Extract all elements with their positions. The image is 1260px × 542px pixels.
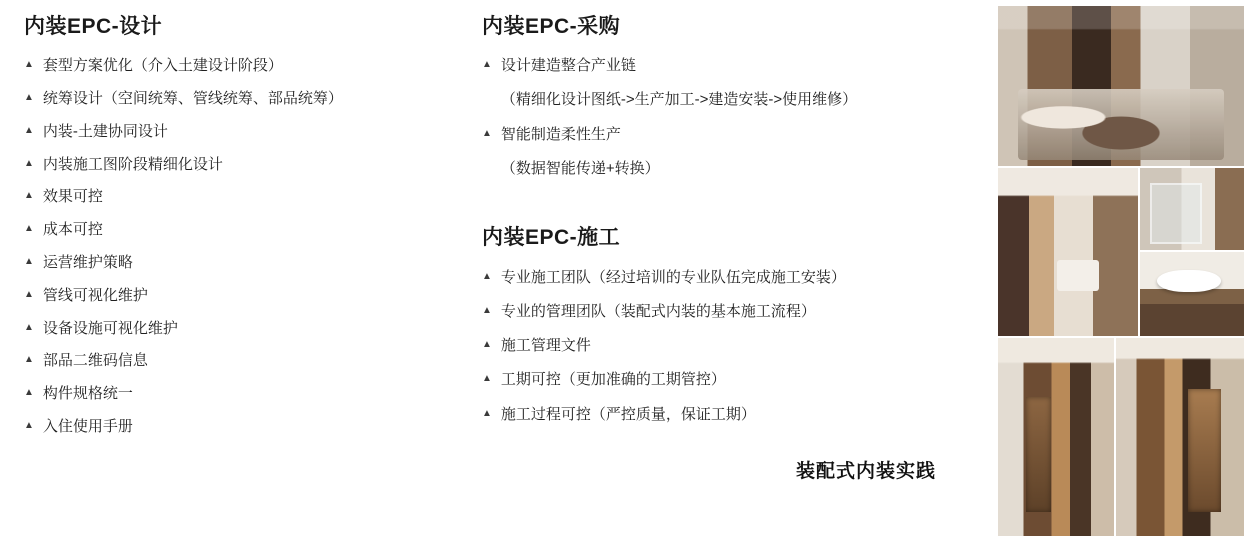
triangle-bullet-icon: ▲: [24, 321, 34, 333]
triangle-bullet-icon: ▲: [482, 304, 492, 316]
list-item: [482, 404, 972, 425]
corridor-right-photo: [1116, 338, 1244, 536]
list-item-label: 内装-土建协同设计: [42, 122, 168, 140]
list-item: [482, 267, 972, 288]
triangle-bullet-icon: ▲: [24, 354, 34, 366]
list-item: [24, 383, 454, 404]
list-item: [24, 318, 454, 339]
column-design: [24, 14, 454, 449]
list-item-continuation: [482, 158, 972, 179]
list-item-label: 施工管理文件: [500, 337, 591, 355]
design-bullet-list: [24, 55, 454, 437]
list-item-label: 运营维护策略: [42, 253, 133, 271]
triangle-bullet-icon: ▲: [24, 124, 34, 136]
triangle-bullet-icon: ▲: [24, 157, 34, 169]
triangle-bullet-icon: ▲: [24, 255, 34, 267]
list-item: [24, 121, 454, 142]
bathroom-vanity-photo: [998, 168, 1138, 336]
triangle-bullet-icon: ▲: [24, 190, 34, 202]
section-title-construction: 内装EPC-施工: [482, 226, 621, 250]
triangle-bullet-icon: ▲: [24, 288, 34, 300]
list-item: [24, 252, 454, 273]
triangle-bullet-icon: ▲: [482, 270, 492, 282]
list-item-label: 统筹设计（空间统筹、管线统筹、部品统筹）: [42, 89, 343, 107]
triangle-bullet-icon: ▲: [482, 127, 492, 139]
list-item-continuation: [482, 89, 972, 110]
triangle-bullet-icon: ▲: [482, 373, 492, 385]
triangle-bullet-icon: ▲: [482, 407, 492, 419]
section-title-design: 内装EPC-设计: [24, 15, 163, 38]
procurement-bullet-list: [482, 55, 972, 179]
list-item: [24, 154, 454, 175]
photo-fill: [1116, 338, 1244, 536]
list-item: [24, 88, 454, 109]
list-item: [24, 219, 454, 240]
list-item-label: 工期可控（更加准确的工期管控）: [500, 371, 726, 389]
list-item-label: 专业施工团队（经过培训的专业队伍完成施工安装）: [500, 268, 846, 286]
triangle-bullet-icon: ▲: [24, 419, 34, 431]
list-item-label: 成本可控: [42, 221, 103, 239]
photo-fill: [1140, 252, 1244, 336]
list-item: [24, 416, 454, 437]
list-item-label: 内装施工图阶段精细化设计: [42, 155, 223, 173]
triangle-bullet-icon: ▲: [24, 387, 34, 399]
list-item: [24, 186, 454, 207]
washbasin-photo: [1140, 252, 1244, 336]
list-item: [482, 335, 972, 356]
photo-fill: [998, 6, 1244, 166]
list-item-label: 设备设施可视化维护: [42, 319, 178, 337]
list-item: [482, 124, 972, 145]
triangle-bullet-icon: ▲: [482, 339, 492, 351]
triangle-bullet-icon: ▲: [24, 91, 34, 103]
photo-fill: [998, 168, 1138, 336]
triangle-bullet-icon: ▲: [24, 59, 34, 71]
list-item: [482, 369, 972, 390]
construction-bullet-list: [482, 267, 972, 425]
list-item-label: 套型方案优化（介入土建设计阶段）: [42, 57, 283, 75]
triangle-bullet-icon: ▲: [482, 59, 492, 71]
list-item-label: 部品二维码信息: [42, 352, 148, 370]
list-item-label: 构件规格统一: [42, 385, 133, 403]
kitchen-dining-photo: [998, 6, 1244, 166]
list-item-label: 效果可控: [42, 188, 103, 206]
photo-collage: [998, 6, 1244, 536]
list-item-label: 施工过程可控（严控质量，保证工期）: [500, 405, 756, 423]
list-item: [24, 350, 454, 371]
list-item-label: 专业的管理团队（装配式内装的基本施工流程）: [500, 302, 816, 320]
triangle-bullet-icon: ▲: [24, 223, 34, 235]
list-item: [24, 55, 454, 76]
shower-room-photo: [1140, 168, 1244, 250]
list-item-label: 入住使用手册: [42, 417, 133, 435]
section-title-procurement: 内装EPC-采购: [482, 15, 621, 38]
list-item-label: （数据智能传递+转换）: [500, 160, 660, 178]
list-item-label: 设计建造整合产业链: [500, 57, 636, 75]
list-item: [482, 301, 972, 322]
list-item-label: 管线可视化维护: [42, 286, 148, 304]
practice-caption: 装配式内装实践: [796, 461, 937, 482]
list-item: [24, 285, 454, 306]
photo-fill: [1140, 168, 1244, 250]
corridor-left-photo: [998, 338, 1114, 536]
column-procurement-construction: [482, 14, 972, 438]
photo-fill: [998, 338, 1114, 536]
list-item: [482, 55, 972, 76]
list-item-label: （精细化设计图纸->生产加工->建造安装->使用维修）: [500, 91, 858, 109]
list-item-label: 智能制造柔性生产: [500, 125, 621, 143]
